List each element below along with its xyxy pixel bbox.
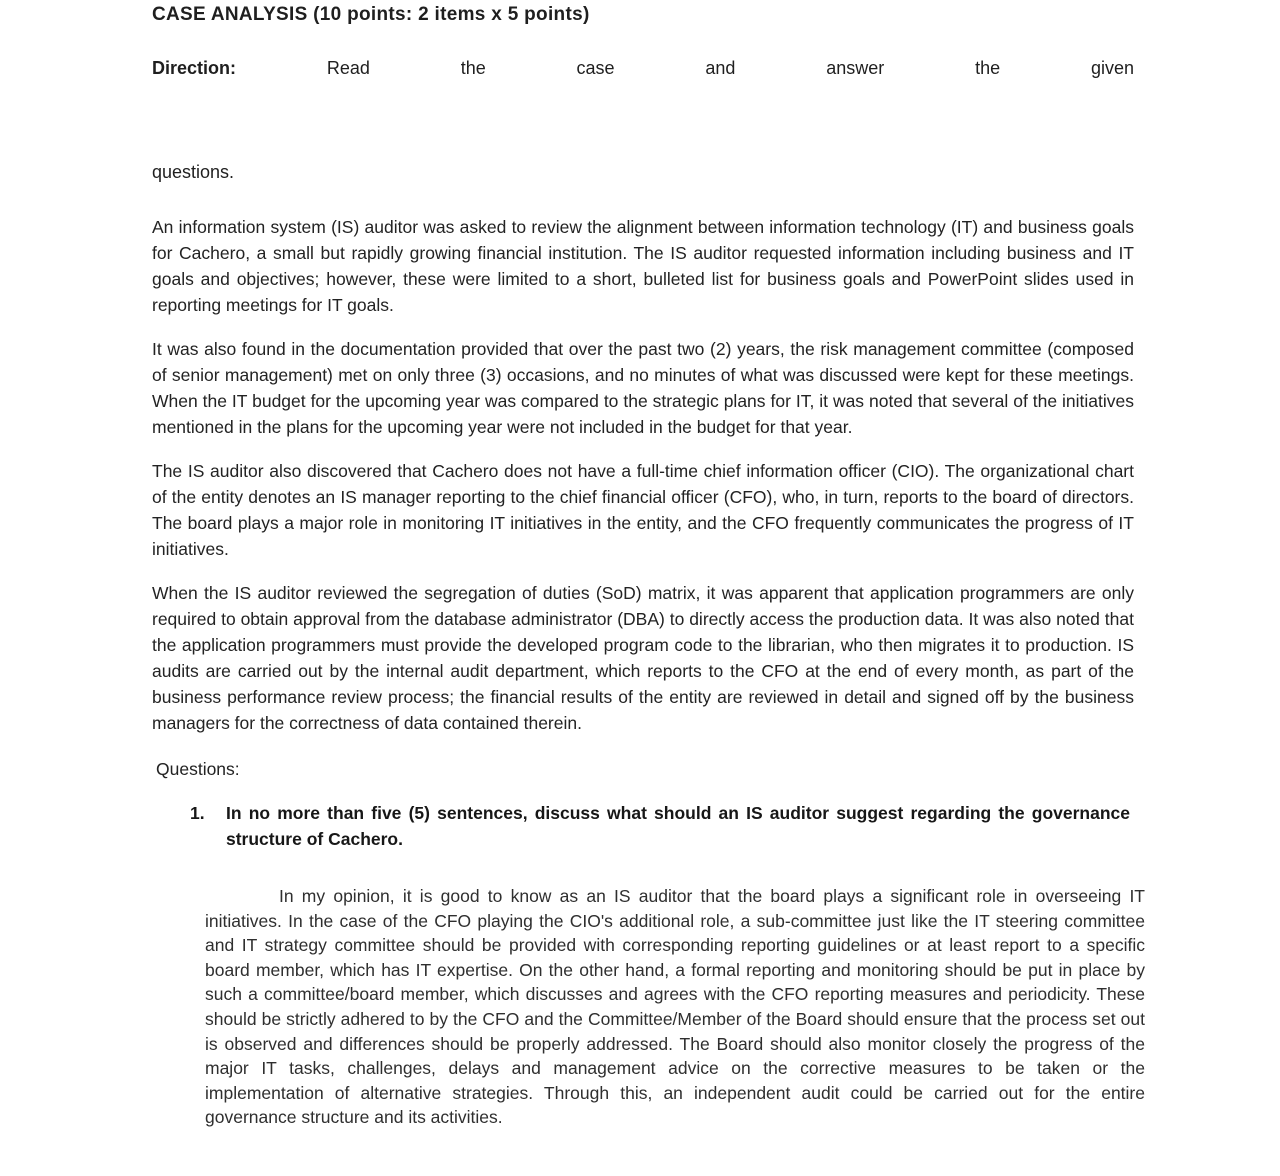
direction-label: Direction: (152, 58, 237, 78)
case-paragraph-4: When the IS auditor reviewed the segregation of duties (SoD) matrix, it was apparent that application programmers are only required to obtain approval from the database administrator (DBA) to directly access the production data. It was also noted that the application programmers must provide the developed program code to the librarian, who then migrates it to production. IS audits are carried out by the internal audit department, which reports to the CFO at the end of every month, as part of the business performance review process; the financial results of the entity are reviewed in detail and signed off by the business managers for the correctness of data contained therein. (152, 583, 1134, 733)
page-title: CASE ANALYSIS (10 points: 2 items x 5 points) (152, 4, 590, 25)
case-paragraph-2: It was also found in the documentation provided that over the past two (2) years, the risk management committee (composed of senior management) met on only three (3) occasions, and no minutes of what was discussed were kept for these meetings. When the IT budget for the upcoming year was compared to the strategic plans for IT, it was noted that several of the initiatives mentioned in the plans for the upcoming year were not included in the budget for that year. (152, 339, 1134, 437)
answer-text: In my opinion, it is good to know as an IS auditor that the board plays a significant role in overseeing IT initiatives. In the case of the CFO playing the CIO's additional role, a sub-committee just like the IT steering committee and IT strategy committee should be provided with corresponding reporting guidelines or at least report to a specific board member, which has IT expertise. On the other hand, a formal reporting and monitoring should be put in place by such a committee/board member, which discusses and agrees with the CFO reporting measures and periodicity. These should be strictly adhered to by the CFO and the Committee/Member of the Board should ensure that the process set out is observed and differences should be properly addressed. The Board should also monitor closely the progress of the major IT tasks, challenges, delays and management advice on the corrective measures to be taken or the implementation of alternative strategies. Through this, an independent audit could be carried out for the entire governance structure and its activities. (205, 886, 1145, 1128)
questions-label: Questions: (156, 759, 240, 779)
case-paragraph-3: The IS auditor also discovered that Cachero does not have a full-time chief information officer (CIO). The organizational chart of the entity denotes an IS manager reporting to the chief financial officer (CFO), who, in turn, reports to the board of directors. The board plays a major role in monitoring IT initiatives in the entity, and the CFO frequently communicates the progress of IT initiatives. (152, 461, 1134, 559)
direction-text: Read the case and answer the given (326, 58, 1134, 78)
direction-line-1 (152, 42, 1134, 146)
direction-block (152, 28, 1134, 198)
question-text: In no more than five (5) sentences, discuss what should an IS auditor suggest regarding the governance structure of Cachero. (226, 803, 1130, 849)
question-number: 1. (190, 803, 205, 823)
questions-list (152, 782, 1150, 852)
answer-block (152, 852, 1145, 1130)
direction-line-2: questions. (152, 162, 235, 182)
case-paragraph-1: An information system (IS) auditor was asked to review the alignment between information technology (IT) and business goals for Cachero, a small but rapidly growing financial institution. The IS auditor requested information including business and IT goals and objectives; however, these were limited to a short, bulleted list for business goals and PowerPoint slides used in reporting meetings for IT goals. (152, 217, 1134, 315)
question-item (152, 782, 1130, 852)
